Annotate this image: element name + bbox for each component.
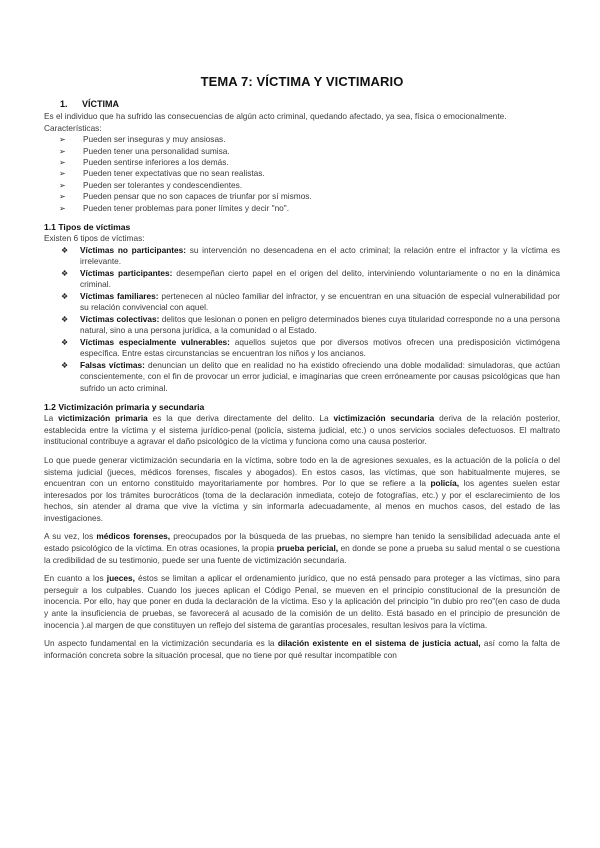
characteristics-label: Características: xyxy=(44,122,102,133)
diamond-bullet-icon: ❖ xyxy=(61,291,69,301)
list-item: ➢ Pueden ser inseguras y muy ansiosas. xyxy=(59,134,226,145)
list-item: ➢ Pueden sentirse inferiores a los demás. xyxy=(59,157,229,167)
arrow-bullet-icon: ➢ xyxy=(59,135,66,145)
list-item: ❖ Víctimas colectivas: delitos que lesionan o ponen en peligro determinados bienes cuya titularidad corresponde no a una persona natural, sino a una persona jurídica, a la comunidad o al Estado. xyxy=(61,313,561,336)
diamond-bullet-icon: ❖ xyxy=(61,314,69,324)
document-title: TEMA 7: VÍCTIMA Y VICTIMARIO xyxy=(200,74,404,89)
arrow-bullet-icon: ➢ xyxy=(59,180,66,190)
subsection-heading-victimizacion: 1.2 Victimización primaria y secundaria xyxy=(44,402,205,413)
section-heading-victima xyxy=(60,99,560,109)
list-item: ❖ Víctimas especialmente vulnerables: aquellos sujetos que por diversos motivos ofrecen una predisposición victimógena específica. Entre estas circunstancias se encuentran los niños y los ancianos. xyxy=(61,336,560,359)
paragraph-dilacion: Un aspecto fundamental en la victimización secundaria es la dilación existente en el sistema de justicia actual, así como la falta de información concreta sobre la situación procesal, que no tiene por qué resultar incompatible con xyxy=(44,638,560,660)
list-item: ➢ Pueden ser tolerantes y condescendientes. xyxy=(59,179,243,190)
characteristics-list xyxy=(44,134,560,214)
diamond-bullet-icon: ❖ xyxy=(61,360,69,370)
list-item: ➢ Pueden tener expectativas que no sean realistas. xyxy=(59,168,265,179)
section-heading-text: VÍCTIMA xyxy=(82,99,119,109)
diamond-bullet-icon: ❖ xyxy=(61,337,69,347)
paragraph-medicos-forenses: A su vez, los médicos forenses, preocupados por la búsqueda de las pruebas, no siempre han tenido la sensibilidad adecuada ante el estado psicológico de la víctima. En otras ocasiones, la propia prueba pericial, en donde se pone a prueba su salud mental o se cuestiona la credibilidad de su testimonio, puede ser una fuente de victimización secundaria. xyxy=(44,531,561,565)
arrow-bullet-icon: ➢ xyxy=(59,169,66,179)
arrow-bullet-icon: ➢ xyxy=(59,203,66,213)
list-item: ➢ Pueden tener una personalidad sumisa. xyxy=(59,145,230,156)
paragraph-primaria-secundaria: La victimización primaria es la que deriva directamente del delito. La victimización secundaria deriva de la relación posterior, establecida entre la víctima y el sistema jurídico-penal (policía, sistema judicial, etc.) o unos servicios sociales defectuosos. El maltrato institucional contribuye a agravar el daño psicológico de la víctima y funciona como una causa posterior. xyxy=(44,413,560,447)
diamond-bullet-icon: ❖ xyxy=(61,268,69,278)
arrow-bullet-icon: ➢ xyxy=(59,158,66,167)
diamond-bullet-icon: ❖ xyxy=(61,245,69,255)
subsection-heading-tipos: 1.1 Tipos de víctimas xyxy=(44,222,131,233)
arrow-bullet-icon: ➢ xyxy=(59,146,66,156)
types-intro: Existen 6 tipos de víctimas: xyxy=(44,233,145,244)
paragraph-policia: Lo que puede generar victimización secundaria en la víctima, sobre todo en la de agresiones sexuales, es la actuación de la policía o del sistema judicial (jueces, médicos forenses, fiscales y abogados). En estos casos, las víctimas, que son habitualmente mujeres, se encuentran con un entorno constituido mayoritariamente por hombres. Por lo que se refiere a la policía, los agentes suelen estar interesados por los trámites burocráticos (toma de la declaración inmediata, cotejo de fotografías, etc.) y por el esclarecimiento de los hechos, sin atender al drama que vive la víctima y sin informarla adecuadamente, al menos en muchos casos, del estado de las investigaciones. xyxy=(44,454,560,523)
list-item: ❖ Víctimas no participantes: su intervención no desencadena en el acto criminal; la relación entre el infractor y la víctima es irrelevante. xyxy=(61,244,561,267)
list-item: ❖ Falsas víctimas: denuncian un delito que en realidad no ha existido ofreciendo una doble modalidad: simuladoras, que actúan conscientemente, con el fin de provocar un error judicial, e imaginarias que creen erróneamente por causas psicológicas que han sufrido un acto criminal. xyxy=(61,359,561,393)
paragraph-jueces: En cuanto a los jueces, éstos se limitan a aplicar el ordenamiento jurídico, que no está pensado para proteger a las víctimas, sino para perseguir a los culpables. Cuando los jueces aplican el Código Penal, se mueven en el principio constitucional de la presunción de inocencia. Por ello, hay que poner en duda la declaración de la víctima. Eso y la aplicación del principio "in dubio pro reo"(en caso de duda y ante la insuficiencia de pruebas, se favorecerá al acusado de la comisión de un delito. Está basado en el principio de presunción de inocencia ).al margen de que constituyen un reflejo del sistema de garantías procesales, resultan lesivos para la víctima. xyxy=(44,573,560,630)
victim-definition: Es el individuo que ha sufrido las consecuencias de algún acto criminal, quedando afectado, ya sea, física o emocionalmente. xyxy=(44,111,507,121)
list-item: ➢ Pueden tener problemas para poner límites y decir "no". xyxy=(59,202,290,213)
list-item: ➢ Pueden pensar que no son capaces de triunfar por sí mismos. xyxy=(59,191,312,202)
list-item: ❖ Víctimas familiares: pertenecen al núcleo familiar del infractor, y se encuentran en una situación de especial vulnerabilidad por su relación convivencial con aquel. xyxy=(61,290,560,313)
list-item: ❖ Víctimas participantes: desempeñan cierto papel en el origen del delito, interviniendo voluntariamente o no en la dinámica criminal. xyxy=(61,267,560,290)
arrow-bullet-icon: ➢ xyxy=(59,192,66,202)
section-number: 1. xyxy=(60,99,68,109)
victim-types-list xyxy=(44,245,560,395)
